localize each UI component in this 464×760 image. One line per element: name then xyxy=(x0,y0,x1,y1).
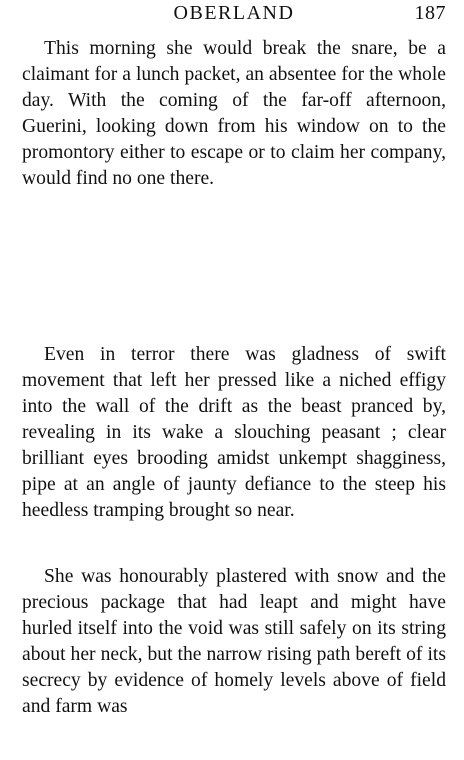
running-title: OBERLAND xyxy=(173,2,295,24)
paragraph-1: This morning she would break the snare, be a claimant for a lunch packet, an absentee for the whole day. With the coming of the far-off afternoon, Guerini, looking down from his window on to the promontory either to escape or to claim her company, would find no one there. xyxy=(22,38,446,189)
page-header xyxy=(22,2,446,28)
paragraph-3: She was honourably plastered with snow and the precious package that had leapt and might have hurled itself into the void was still safely on its string about her neck, but the narrow rising path bereft of its secrecy by evidence of homely levels above of field and farm was xyxy=(22,566,446,717)
page-number: 187 xyxy=(414,2,446,24)
paragraph-2: Even in terror there was gladness of swift movement that left her pressed like a niched effigy into the wall of the drift as the beast pranced by, revealing in its wake a slouching peasant ; clear brilliant eyes brooding amidst unkempt shagginess, pipe at an angle of jaunty defiance to the steep his heedless tramping brought so near. xyxy=(22,344,446,521)
